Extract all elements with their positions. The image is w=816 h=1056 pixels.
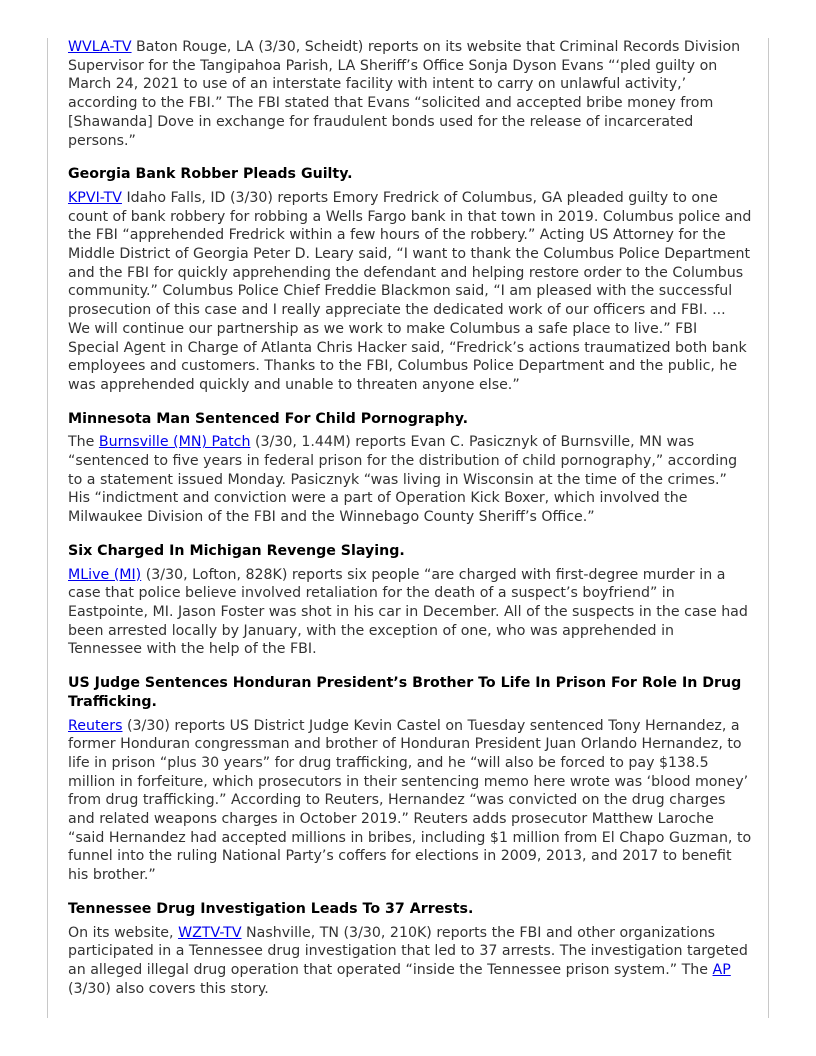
article-headline: Tennessee Drug Investigation Leads To 37 Arrests. (68, 900, 474, 917)
article-prefix: The (68, 434, 99, 451)
article-body (68, 566, 752, 660)
article-body (68, 433, 752, 527)
source-link-wvla[interactable]: WVLA-TV (68, 39, 132, 55)
source-link-reuters[interactable]: Reuters (68, 717, 123, 734)
source-link-burnsville-patch[interactable]: Burnsville (MN) Patch (98, 434, 251, 451)
article-headline: Georgia Bank Robber Pleads Guilty. (68, 166, 353, 183)
article-headline: Six Charged In Michigan Revenge Slaying. (68, 542, 405, 559)
article-body (68, 924, 752, 999)
source-link-mlive[interactable]: MLive (MI) (68, 566, 142, 583)
article-text: Nashville, TN (3/30, 210K) reports the FBI and other organizations participated in a Tennessee drug investigation that led to 37 arrests. The investigation targeted an alleged illegal drug operation that operated “inside the Tennessee prison system.” The (68, 924, 748, 978)
article-body (68, 189, 752, 395)
article-prefix: On its website, (68, 924, 179, 941)
article-text: (3/30) reports US District Judge Kevin Castel on Tuesday sentenced Tony Hernandez, a former Honduran congressman and brother of Honduran President Juan Orlando Hernandez, to life in prison “plus 30 years” for drug trafficking, and he “will also be forced to pay $138.5 million in forfeiture, which prosecutors in their sentencing memo here wrote was ‘blood money’ from drug trafficking.” According to Reuters, Hernandez “was convicted on the drug charges and related weapons charges in October 2019.” Reuters adds prosecutor Matthew Laroche “said Hernandez had accepted millions in bribes, including $1 million from El Chapo Guzman, to funnel into the ruling National Party’s coffers for elections in 2009, 2013, and 2017 to benefit his brother.” (68, 717, 752, 884)
article-body (68, 38, 752, 150)
article-text: (3/30, Lofton, 828K) reports six people “are charged with first-degree murder in a case that police believe involved retaliation for the death of a suspect’s boyfriend” in Eastpointe, MI. Jason Foster was shot in his car in December. All of the suspects in the case had been arrested locally by January, with the exception of one, who was apprehended in Tennessee with the help of the FBI. (68, 566, 748, 658)
article-body (68, 717, 752, 885)
news-column (68, 38, 752, 1013)
article-text: Idaho Falls, ID (3/30) reports Emory Fredrick of Columbus, GA pleaded guilty to one count of bank robbery for robbing a Wells Fargo bank in that town in 2019. Columbus police and the FBI “apprehended Fredrick within a few hours of the robbery.” Acting US Attorney for the Middle District of Georgia Peter D. Leary said, “I want to thank the Columbus Police Department and the FBI for quickly apprehending the defendant and helping restore order to the Columbus community.” Columbus Police Chief Freddie Blackmon said, “I am pleased with the successful prosecution of this case and I really appreciate the dedicated work of our officers and FBI. ... We will continue our partnership as we work to make Columbus a safe place to live.” FBI Special Agent in Charge of Atlanta Chris Hacker said, “Fredrick’s actions traumatized both bank employees and customers. Thanks to the FBI, Columbus Police Department and the public, he was apprehended quickly and unable to threaten anyone else.” (68, 189, 752, 393)
source-link-ap[interactable]: AP (712, 961, 731, 978)
source-link-wztv[interactable]: WZTV-TV (178, 924, 242, 941)
article-suffix: (3/30) also covers this story. (68, 980, 269, 997)
article-text: (3/30, 1.44M) reports Evan C. Pasicznyk of Burnsville, MN was “sentenced to five years in federal prison for the distribution of child pornography,” according to a statement issued Monday. Pasicznyk “was living in Wisconsin at the time of the crimes.” His “indictment and conviction were a part of Operation Kick Boxer, which involved the Milwaukee Division of the FBI and the Winnebago County Sheriff’s Office.” (68, 434, 738, 526)
article-headline: Minnesota Man Sentenced For Child Pornography. (68, 410, 469, 427)
source-link-kpvi[interactable]: KPVI-TV (68, 189, 122, 206)
article-headline: US Judge Sentences Honduran President’s Brother To Life In Prison For Role In Drug Trafficking. (68, 675, 742, 710)
article-text: Baton Rouge, LA (3/30, Scheidt) reports on its website that Criminal Records Division Supervisor for the Tangipahoa Parish, LA Sheriff’s Office Sonja Dyson Evans “‘pled guilty on March 24, 2021 to use of an interstate facility with intent to carry on unlawful activity,’ according to the FBI.” The FBI stated that Evans “solicited and accepted bribe money from [Shawanda] Dove in exchange for fraudulent bonds used for the release of incarcerated persons.” (68, 39, 741, 149)
